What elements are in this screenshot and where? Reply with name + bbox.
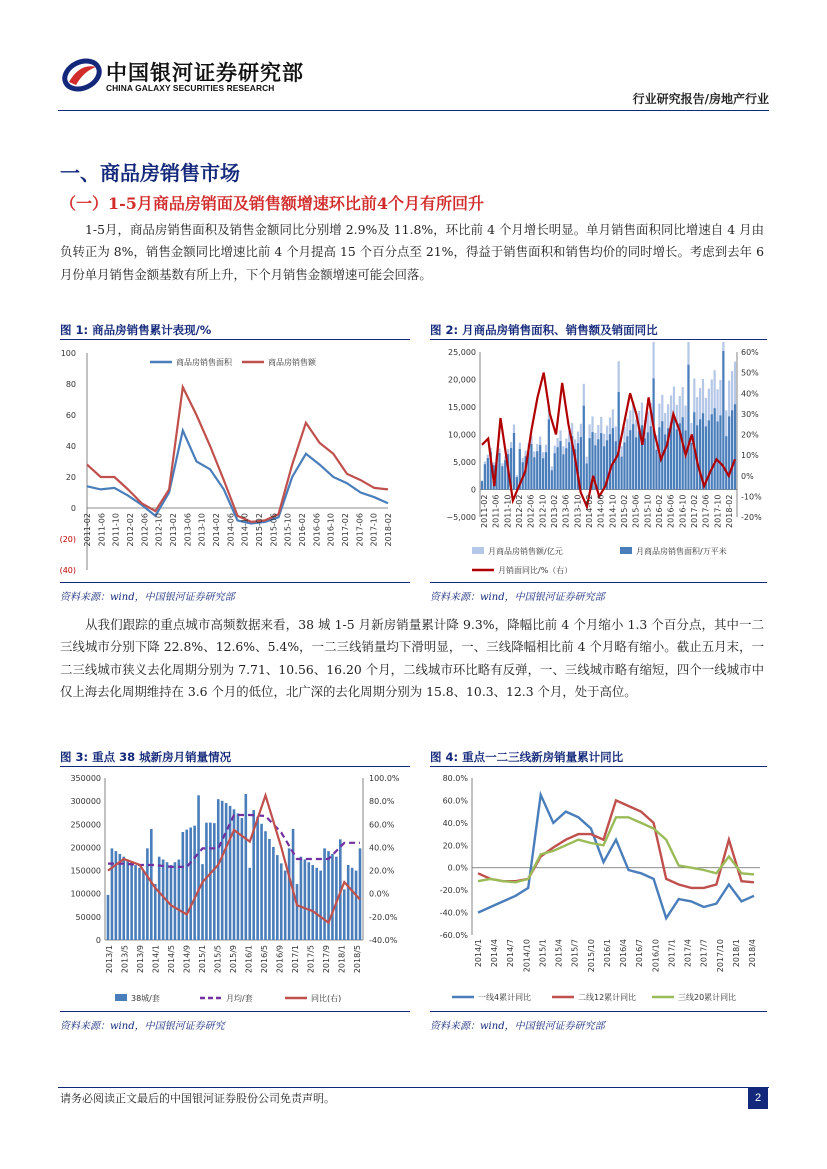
fig2-bar-area <box>635 437 637 489</box>
fig2-bar-area <box>580 437 582 489</box>
fig2-xtick: 2011-06 <box>491 494 501 528</box>
company-name-en: CHINA GALAXY SECURITIES RESEARCH <box>106 83 275 93</box>
fig3-bar-38city <box>197 795 200 940</box>
page-number: 2 <box>748 1087 768 1109</box>
fig2-bar-area <box>725 436 727 489</box>
fig4-xtick: 2017/1 <box>667 939 677 968</box>
fig4-xtick: 2015/1 <box>538 939 548 968</box>
fig2-ytick-left: 20,000 <box>448 375 476 385</box>
fig1-xtick: 2018-02 <box>384 513 393 547</box>
fig4-xtick: 2014/4 <box>490 939 500 968</box>
subsection-heading: （一）1-5月商品房销面及销售额增速环比前4个月有所回升 <box>60 194 485 213</box>
fig2-xtick: 2016-10 <box>678 494 688 528</box>
chart4-svg <box>430 768 767 1008</box>
fig4-ytick: 0.0% <box>447 863 468 873</box>
fig4-title: 图 4: 重点一二三线新房销量累计同比 <box>430 750 624 764</box>
fig4-xtick: 2016/10 <box>651 939 661 973</box>
fig4-xtick: 2017/4 <box>683 939 693 968</box>
fig3-bar-38city <box>260 824 263 940</box>
paragraph-2-text: 从我们跟踪的重点城市高频数据来看，38 城 1-5 月新房销量累计降 9.3%，降幅比前 4 个月缩小 1.3 个百分点，其中一二三线城市分别下降 22.8%、12.6%、5.4%，一二三线销量均下滑明显，一、三线降幅相比前 4 个月略有缩小。截止五月末，一二三线城市狭义去化周期分别为 7.71、10.56、16.20 个月，二线城市环比略有反弹，一、三线城市略有缩短，四个一线城市中仅上海去化周期维持在 3.6 个月的低位，北广深的去化周期分别为 15.8、10.3、12.3 个月，处于高位。 <box>60 617 764 699</box>
fig3-bar-38city <box>319 871 322 940</box>
fig2-bar-area <box>568 442 570 489</box>
fig3-ytick-right: 100.0% <box>369 774 400 783</box>
fig2-xtick: 2012-02 <box>515 494 524 528</box>
fig1-xtick: 2015-06 <box>269 513 279 547</box>
chart1-svg <box>60 342 410 580</box>
fig4-xtick: 2017/10 <box>715 939 725 973</box>
fig2-ytick-right: -10% <box>741 492 762 502</box>
fig2-bar-area <box>623 442 625 489</box>
fig3-bar-38city <box>300 857 303 940</box>
fig2-xtick: 2016-06 <box>666 494 676 528</box>
fig3-bar-38city <box>315 868 318 940</box>
fig3-bar-38city <box>264 831 267 940</box>
fig2-bar-area <box>548 419 550 489</box>
fig2-bar-area <box>620 457 622 490</box>
fig2-legend-amount-swatch <box>472 547 484 554</box>
fig4-ytick: -40.0% <box>439 908 468 918</box>
fig2-bar-area <box>554 453 556 489</box>
fig4-bottom-rule <box>430 1011 767 1012</box>
footer-divider <box>58 1087 769 1088</box>
report-type: 行业研究报告/房地产行业 <box>632 92 769 106</box>
fig3-bar-38city <box>119 854 122 940</box>
fig3-bar-38city <box>174 862 177 940</box>
fig3-bar-38city <box>162 859 165 940</box>
fig2-bar-area <box>603 446 605 489</box>
fig4-xtick: 2017/7 <box>699 939 709 968</box>
fig4-legend-tier1-label: 一线4累计同比 <box>478 993 532 1002</box>
fig2-title: 图 2: 月商品房销售面积、销售额及销面同比 <box>430 323 658 337</box>
fig2-ytick-right: 10% <box>741 451 759 461</box>
fig2-legend-yoy-label: 月销面同比/%（右） <box>498 566 573 575</box>
fig2-bar-area <box>676 429 678 489</box>
fig2-xtick: 2013-06 <box>561 494 571 528</box>
fig1-xtick: 2015-02 <box>255 513 264 547</box>
header-divider <box>58 110 769 111</box>
fig1-xtick: 2012-02 <box>126 513 135 547</box>
fig3-ytick-right: 0.0% <box>369 889 390 899</box>
fig3-bar-38city <box>296 884 299 940</box>
fig2-xtick: 2014-10 <box>608 494 618 528</box>
fig2-bar-area <box>487 458 489 489</box>
fig2-bar-area <box>559 441 561 489</box>
fig2-ytick-left: 15,000 <box>448 403 476 412</box>
fig2-bar-area <box>731 410 733 489</box>
fig3-xtick: 2013/5 <box>120 945 130 974</box>
fig3-xtick: 2014/1 <box>151 945 161 974</box>
fig3-bar-38city <box>343 889 346 940</box>
fig2-bar-area <box>545 452 547 489</box>
fig1-xtick: 2011-06 <box>97 513 107 547</box>
fig2-bar-area <box>498 453 500 489</box>
fig4-ytick: 60.0% <box>442 796 468 806</box>
fig3-source: 资料来源：wind，中国银河证券研究 <box>60 1021 225 1032</box>
fig3-bar-38city <box>256 817 259 940</box>
fig1-ytick: 0 <box>70 504 76 513</box>
fig3-bar-38city <box>351 868 354 940</box>
fig2-xtick: 2014-02 <box>585 494 594 528</box>
fig2-bar-area <box>719 415 721 489</box>
fig2-bottom-rule <box>430 582 767 583</box>
fig3-bar-38city <box>111 848 114 940</box>
fig2-xtick: 2013-02 <box>550 494 559 528</box>
fig4-ytick: -20.0% <box>439 886 468 896</box>
fig4-ytick: -60.0% <box>439 931 468 940</box>
fig1-series-2-line <box>87 387 388 522</box>
fig2-bar-area <box>513 433 515 490</box>
galaxy-logo-icon <box>62 55 102 95</box>
fig3-bar-38city <box>284 871 287 940</box>
fig2-bar-area <box>682 417 684 489</box>
fig2-ytick-right: 0% <box>741 471 754 481</box>
fig3-ytick-left: 100000 <box>70 889 101 899</box>
fig2-bar-area <box>638 431 640 489</box>
fig3-bar-38city <box>248 868 251 940</box>
fig2-ytick-left: 25,000 <box>448 348 476 357</box>
fig3-bar-38city <box>213 823 216 940</box>
fig1-xtick: 2013-10 <box>197 513 207 547</box>
fig2-bar-area <box>655 450 657 490</box>
fig3-ytick-right: -20.0% <box>369 912 398 922</box>
fig3-legend-avg-label: 月均/套 <box>226 994 253 1003</box>
fig2-legend-amount-label: 月商品房销售额/亿元 <box>488 547 563 556</box>
fig3-bar-38city <box>217 799 220 940</box>
fig2-bar-area <box>711 414 713 489</box>
fig1-bottom-rule <box>60 582 410 583</box>
fig1-legend-area-label: 商品房销售面积 <box>176 358 232 367</box>
fig2-bar-area <box>504 460 506 489</box>
fig3-bar-38city <box>288 848 291 940</box>
fig1-ytick: 60 <box>65 411 76 420</box>
fig3-bar-38city <box>221 801 224 940</box>
fig4-xtick: 2014/1 <box>474 939 483 968</box>
fig3-xtick: 2015/5 <box>213 945 223 974</box>
fig2-bar-area <box>588 438 590 489</box>
fig2-ytick-right: 60% <box>741 348 759 357</box>
fig2-bar-area <box>533 457 535 489</box>
fig3-bar-38city <box>189 827 192 940</box>
fig3-ytick-left: 350000 <box>70 774 101 783</box>
fig4-xtick: 2016/4 <box>619 939 629 968</box>
fig2-bar-area <box>565 448 567 489</box>
fig3-xtick: 2016/5 <box>260 945 269 974</box>
fig4-ytick: 20.0% <box>442 841 468 851</box>
fig2-bar-area <box>530 444 532 489</box>
fig1-ytick: 20 <box>65 473 76 482</box>
fig3-ytick-left: 150000 <box>70 866 101 876</box>
fig4-ytick: 40.0% <box>442 818 468 828</box>
fig1-xtick: 2017-10 <box>369 513 379 547</box>
fig2-bar-area <box>650 426 652 489</box>
fig3-bar-38city <box>158 857 161 940</box>
paragraph-2 <box>60 614 764 703</box>
fig4-ytick: 80.0% <box>442 774 468 783</box>
fig3-legend-38city-swatch <box>115 994 127 1001</box>
fig3-bar-38city <box>122 857 125 940</box>
fig2-source: 资料来源：wind，中国银河证券研究部 <box>430 592 605 603</box>
fig2-bar-area <box>684 430 686 489</box>
fig4-series-3-line <box>478 817 754 882</box>
fig4-xtick: 2014/10 <box>522 939 532 973</box>
fig2-bar-area <box>562 454 564 489</box>
fig1-xtick: 2011-10 <box>111 513 121 547</box>
fig2-xtick: 2011-10 <box>503 494 513 528</box>
fig2-xtick: 2014-06 <box>596 494 606 528</box>
fig2-bar-area <box>716 421 718 489</box>
fig3-ytick-right: 20.0% <box>369 866 395 876</box>
fig3-ytick-left: 250000 <box>70 820 101 830</box>
fig3-bar-38city <box>355 871 358 940</box>
fig2-xtick: 2015-06 <box>631 494 641 528</box>
fig2-ytick-right: 40% <box>741 389 759 399</box>
fig4-title-rule <box>430 766 767 767</box>
fig2-xtick: 2017-02 <box>690 494 699 528</box>
fig4-legend-tier3-label: 三线20累计同比 <box>678 993 737 1002</box>
fig3-xtick: 2018/5 <box>353 945 362 974</box>
fig3-ytick-right: 60.0% <box>369 820 395 830</box>
fig4-xtick: 2015/4 <box>554 939 564 968</box>
fig2-xtick: 2015-02 <box>620 494 629 528</box>
fig3-ytick-right: -40.0% <box>369 936 398 945</box>
fig3-bar-38city <box>170 865 173 940</box>
fig4-series-1-line <box>478 795 754 918</box>
fig3-bar-38city <box>323 848 326 940</box>
fig3-bar-38city <box>185 830 188 940</box>
fig2-bar-area <box>484 464 486 489</box>
fig2-xtick: 2012-06 <box>526 494 536 528</box>
fig3-xtick: 2017/5 <box>306 945 316 974</box>
fig3-bar-38city <box>182 832 185 940</box>
fig2-bar-area <box>629 430 631 489</box>
fig2-bar-area <box>536 451 538 489</box>
fig3-ytick-left: 300000 <box>70 797 101 807</box>
fig2-bar-area <box>539 445 541 489</box>
fig3-bar-38city <box>272 847 275 940</box>
fig3-bar-38city <box>154 884 157 940</box>
fig3-xtick: 2013/1 <box>105 945 114 974</box>
fig1-title-rule <box>60 339 410 340</box>
fig3-bar-38city <box>245 794 248 940</box>
fig3-xtick: 2017/9 <box>322 945 331 974</box>
fig4-xtick: 2014/7 <box>506 939 516 968</box>
fig3-bar-38city <box>201 864 204 940</box>
fig3-bar-38city <box>178 860 181 940</box>
fig2-bar-area <box>618 392 620 489</box>
fig3-bar-38city <box>308 862 311 940</box>
paragraph-1-text: 1-5月，商品房销售面积及销售金额同比分别增 2.9%及 11.8%，环比前 4 个月增长明显。单月销售面积同比增速自 4 月由负转正为 8%，销售金额同比增速比前 4 个月提高 15 个百分点至 21%，得益于销售面积和销售均价的同时增长。考虑到去年 6 月份单月销售金额基数有所上升，下个月销售金额增速可能会回落。 <box>60 222 764 282</box>
fig3-bar-38city <box>142 871 145 940</box>
fig1-xtick: 2017-02 <box>341 513 350 547</box>
fig3-ytick-right: 40.0% <box>369 843 395 853</box>
fig1-title: 图 1: 商品房销售累计表现/% <box>60 323 212 337</box>
paragraph-1 <box>60 219 764 286</box>
fig3-xtick: 2014/5 <box>167 945 176 974</box>
fig3-title: 图 3: 重点 38 城新房月销量情况 <box>60 750 232 764</box>
fig2-ytick-right: 20% <box>741 430 759 440</box>
fig4-source: 资料来源：wind，中国银河证券研究部 <box>430 1021 605 1032</box>
fig2-ytick-left: 10,000 <box>448 430 476 440</box>
fig2-bar-area <box>714 408 716 489</box>
fig2-bar-area <box>501 466 503 489</box>
fig3-ytick-left: 0 <box>95 936 101 945</box>
fig1-xtick: 2014-02 <box>212 513 221 547</box>
fig3-bar-38city <box>280 863 283 940</box>
fig2-bar-area <box>609 434 611 489</box>
fig2-xtick: 2016-02 <box>655 494 664 528</box>
fig1-xtick: 2012-10 <box>154 513 164 547</box>
fig2-bar-area <box>626 436 628 489</box>
fig2-bar-area <box>728 416 730 489</box>
fig2-ytick-left: −5,000 <box>446 513 476 522</box>
fig2-bar-area <box>734 404 736 489</box>
section-heading: 一、商品房销售市场 <box>60 161 240 185</box>
fig2-bar-area <box>542 458 544 489</box>
fig1-xtick: 2016-10 <box>326 513 336 547</box>
fig3-xtick: 2013/9 <box>136 945 145 974</box>
fig4-xtick: 2018/4 <box>748 939 757 968</box>
fig2-bar-area <box>612 428 614 489</box>
fig1-ytick: 80 <box>65 380 76 389</box>
fig3-bar-38city <box>276 855 279 940</box>
fig2-ytick-right: 30% <box>741 409 759 419</box>
fig3-bar-38city <box>130 862 133 940</box>
fig2-xtick: 2017-06 <box>701 494 711 528</box>
fig1-series-1-line <box>87 431 388 524</box>
fig1-xtick: 2013-06 <box>183 513 193 547</box>
fig1-xtick: 2014-10 <box>240 513 250 547</box>
fig3-bar-38city <box>327 851 330 940</box>
fig3-bar-38city <box>146 848 149 940</box>
fig2-bar-area <box>687 365 689 490</box>
fig3-bar-38city <box>134 865 137 940</box>
fig1-xtick: 2015-10 <box>283 513 293 547</box>
fig2-bar-area <box>632 424 634 489</box>
fig1-xtick: 2014-06 <box>226 513 236 547</box>
fig2-ytick-left: 5,000 <box>453 458 476 467</box>
fig3-xtick: 2014/9 <box>182 945 192 974</box>
company-name-cn: 中国银河证券研究部 <box>106 61 304 85</box>
fig3-xtick: 2016/9 <box>275 945 285 974</box>
fig2-bar-area <box>615 441 617 489</box>
fig4-xtick: 2015/10 <box>586 939 596 973</box>
fig2-bar-area <box>664 434 666 489</box>
fig2-bar-area <box>690 443 692 489</box>
fig2-bar-area <box>597 439 599 489</box>
fig3-bar-38city <box>347 865 350 940</box>
fig3-bar-38city <box>311 865 314 940</box>
fig1-ytick: (40) <box>60 566 76 575</box>
fig3-xtick: 2017/1 <box>291 945 300 974</box>
fig2-bar-area <box>647 432 649 489</box>
fig1-xtick: 2011-02 <box>83 513 92 547</box>
fig2-ytick-right: 50% <box>741 368 759 378</box>
fig3-legend-yoy-label: 同比(右) <box>311 994 342 1003</box>
fig2-bar-area <box>583 406 585 490</box>
fig4-chart <box>430 768 767 1008</box>
fig4-xtick: 2016/7 <box>635 939 645 968</box>
fig3-title-rule <box>60 766 410 767</box>
fig2-chart <box>430 342 767 580</box>
footer-disclaimer: 请务必阅读正文最后的中国银河证券股份公司免责声明。 <box>60 1092 335 1105</box>
fig1-chart <box>60 342 410 580</box>
fig3-bar-38city <box>268 839 271 940</box>
fig1-xtick: 2016-02 <box>298 513 307 547</box>
fig3-bar-38city <box>193 826 196 940</box>
fig2-xtick: 2018-02 <box>725 494 734 528</box>
fig3-bar-38city <box>359 848 362 940</box>
fig2-bar-area <box>551 470 553 489</box>
chart3-svg <box>60 768 410 1008</box>
fig4-xtick: 2015/7 <box>570 939 580 968</box>
company-logo <box>62 55 332 97</box>
fig2-xtick: 2011-02 <box>480 494 489 528</box>
fig2-bar-area <box>600 433 602 489</box>
fig1-legend-amount-label: 商品房销售额 <box>268 358 316 367</box>
fig4-series-2-line <box>478 800 754 888</box>
fig2-xtick: 2017-10 <box>713 494 723 528</box>
fig2-xtick: 2015-10 <box>643 494 653 528</box>
fig3-ytick-right: 80.0% <box>369 797 395 807</box>
fig3-bar-38city <box>126 859 129 940</box>
fig4-xtick: 2016/1 <box>602 939 612 968</box>
fig1-ytick: (20) <box>60 535 76 544</box>
fig3-bottom-rule <box>60 1011 410 1012</box>
chart2-svg <box>430 342 767 580</box>
fig3-bar-38city <box>107 895 110 940</box>
fig2-bar-area <box>644 438 646 489</box>
fig2-bar-area <box>481 481 483 489</box>
fig3-ytick-left: 200000 <box>70 843 101 853</box>
fig2-bar-area <box>673 416 675 489</box>
fig1-ytick: 40 <box>65 442 76 451</box>
fig3-bar-38city <box>304 859 307 940</box>
fig3-bar-38city <box>209 823 212 940</box>
fig2-legend-area-swatch <box>620 547 632 554</box>
fig3-bar-38city <box>331 854 334 940</box>
fig2-legend-area-label: 月商品房销售面积/万平米 <box>636 547 727 556</box>
fig2-xtick: 2013-10 <box>573 494 583 528</box>
fig3-bar-38city <box>225 803 228 940</box>
fig2-bar-area <box>586 464 588 490</box>
fig3-chart <box>60 768 410 1008</box>
fig3-bar-38city <box>138 868 141 940</box>
fig4-xtick: 2018/1 <box>731 939 741 968</box>
fig3-xtick: 2016/1 <box>244 945 254 974</box>
fig3-legend-38city-label: 38城/套 <box>131 994 160 1003</box>
fig1-xtick: 2017-06 <box>355 513 365 547</box>
fig2-ytick-right: -20% <box>741 513 762 522</box>
fig3-ytick-left: 50000 <box>75 912 101 922</box>
fig3-xtick: 2015/1 <box>198 945 207 974</box>
fig2-xtick: 2012-10 <box>538 494 548 528</box>
fig3-xtick: 2015/9 <box>229 945 238 974</box>
fig1-xtick: 2016-06 <box>312 513 322 547</box>
fig1-source: 资料来源：wind，中国银河证券研究部 <box>60 592 235 603</box>
fig1-xtick: 2013-02 <box>169 513 178 547</box>
fig2-ytick-left: 0 <box>470 485 476 495</box>
fig4-legend-tier2-label: 二线12累计同比 <box>578 993 637 1002</box>
fig3-xtick: 2018/1 <box>337 945 347 974</box>
fig1-xtick: 2012-06 <box>140 513 150 547</box>
fig2-title-rule <box>430 339 767 340</box>
fig1-ytick: 100 <box>60 349 76 358</box>
fig3-bar-38city <box>205 823 208 940</box>
fig2-bar-area <box>557 447 559 489</box>
